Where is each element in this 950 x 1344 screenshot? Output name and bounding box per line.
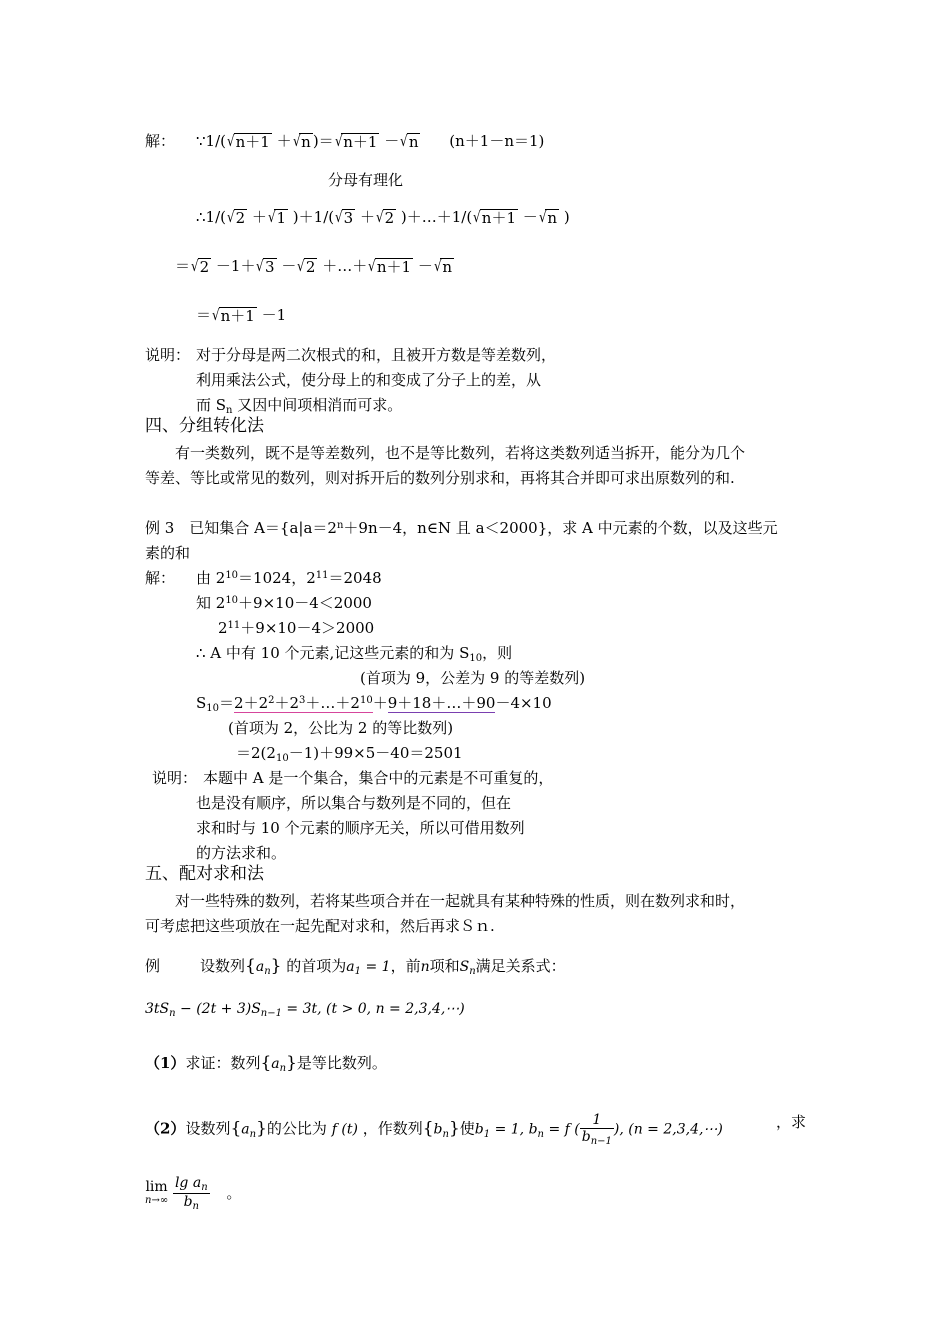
solution-line-3: ＝√2 －1＋√3 －√2 ＋…＋√n＋1 －√n bbox=[175, 257, 453, 276]
note2-line-1: 本题中 A 是一个集合，集合中的元素是不可重复的， bbox=[203, 769, 554, 787]
limit-expression: lim n→∞ $\frac{\lg a_n}{b_n}$ 。 bbox=[145, 1175, 242, 1212]
note2-line-2: 也是没有顺序，所以集合与数列是不同的，但在 bbox=[196, 794, 512, 812]
example3-line-1: 例 3 已知集合 $A=\{a|a=2^n+9n-4$，n∈N 且 a＜2000}，求 A 中元素的个数，以及这些元 bbox=[145, 519, 778, 537]
example3-line-2: 素的和 bbox=[145, 544, 191, 562]
solution-label: 解： bbox=[145, 132, 176, 150]
example-label: 例 bbox=[145, 957, 161, 975]
question-2: （2）设数列$\{a_n\}$的公比为 f (t) ，作数列$\{b_n\}$使$b_1 = 1$, $b_n = f$ ( $\frac{1}{b_{n-1}}$ ), (n = 2,3,4,⋯) bbox=[145, 1112, 723, 1147]
note1-label: 说明： bbox=[145, 346, 191, 364]
section4-paragraph-1: 有一类数列，既不是等差数列，也不是等比数列，若将这类数列适当拆开，能分为几个 bbox=[175, 444, 746, 462]
example3-geo-note: (首项为 2，公比为 2 的等比数列) bbox=[228, 719, 454, 737]
solution-line-1: ∵1/(√n＋1 ＋√n )＝√n＋1 －√n (n＋1－n＝1) bbox=[196, 132, 545, 151]
question-2-ask: ，求 bbox=[776, 1113, 807, 1131]
geometric-part: $2+2^2+2^3+\dots+2^{10}$ bbox=[234, 694, 373, 712]
example3-arith-note: (首项为 9，公差为 9 的等差数列) bbox=[360, 669, 586, 687]
section4-title: 四、分组转化法 bbox=[145, 416, 264, 436]
solution-line-4: ＝√n＋1 －1 bbox=[196, 306, 287, 325]
section5-paragraph-1: 对一些特殊的数列，若将某些项合并在一起就具有某种特殊的性质，则在数列求和时， bbox=[175, 892, 746, 910]
section4-paragraph-2: 等差、等比或常见的数列，则对拆开后的数列分别求和，再将其合并即可求出原数列的和. bbox=[145, 469, 735, 487]
rationalize-note: 分母有理化 bbox=[328, 171, 404, 189]
note1-line-1: 对于分母是两二次根式的和，且被开方数是等差数列， bbox=[196, 346, 557, 364]
example3-step-6: $S_{10}=2+2^2+2^3+\dots+2^{10}+9+18+\dots+90-4\times 10$ bbox=[196, 694, 552, 714]
solution-line-2: ∴1/(√2 ＋√1 )＋1/(√3 ＋√2 )＋…＋1/(√n＋1 －√n ) bbox=[196, 208, 570, 227]
example3-solution-label: 解： bbox=[145, 569, 176, 587]
note2-line-3: 求和时与 10 个元素的顺序无关，所以可借用数列 bbox=[196, 819, 525, 837]
fraction-1-over-bn-1: $\frac{1}{b_{n-1}}$ bbox=[581, 1112, 612, 1147]
note2-line-4: 的方法求和。 bbox=[196, 844, 287, 862]
note2-label: 说明： bbox=[152, 769, 198, 787]
section5-paragraph-2: 可考虑把这些项放在一起先配对求和，然后再求Ｓｎ. bbox=[145, 917, 495, 935]
example3-step-2: 知 $2^{10}+9\times 10-4<2000$ bbox=[196, 594, 372, 612]
example3-step-4: ∴ A 中有 10 个元素,记这些元素的和为 $S_{10}$，则 bbox=[196, 644, 513, 664]
question-1: （1）求证：数列$\{a_n\}$是等比数列。 bbox=[145, 1053, 387, 1074]
note1-line-3: 而 $S_n$ 又因中间项相消而可求。 bbox=[196, 396, 403, 416]
example-relation: $3tS_n - (2t + 3)S_{n-1} = 3t$, (t > 0, n = 2,3,4,⋯) bbox=[145, 1001, 465, 1019]
example3-step-1: 由 $2^{10}=1024$，$2^{11}=2048$ bbox=[196, 569, 382, 587]
section5-title: 五、配对求和法 bbox=[145, 864, 264, 884]
example3-step-3: $2^{11}+9\times 10-4>2000$ bbox=[218, 619, 375, 637]
limit-fraction: $\frac{\lg a_n}{b_n}$ bbox=[174, 1175, 208, 1212]
example-line-1: 设数列$\{a_n\}$ 的首项为$a_1 = 1$，前n项和$S_n$满足关系式： bbox=[200, 956, 566, 977]
example3-step-8: $=2(2_{10}-1)+99\times 5-40=2501$ bbox=[236, 744, 463, 764]
arithmetic-part: 9＋18＋…＋90 bbox=[387, 694, 496, 712]
note1-line-2: 利用乘法公式，使分母上的和变成了分子上的差，从 bbox=[196, 371, 542, 389]
